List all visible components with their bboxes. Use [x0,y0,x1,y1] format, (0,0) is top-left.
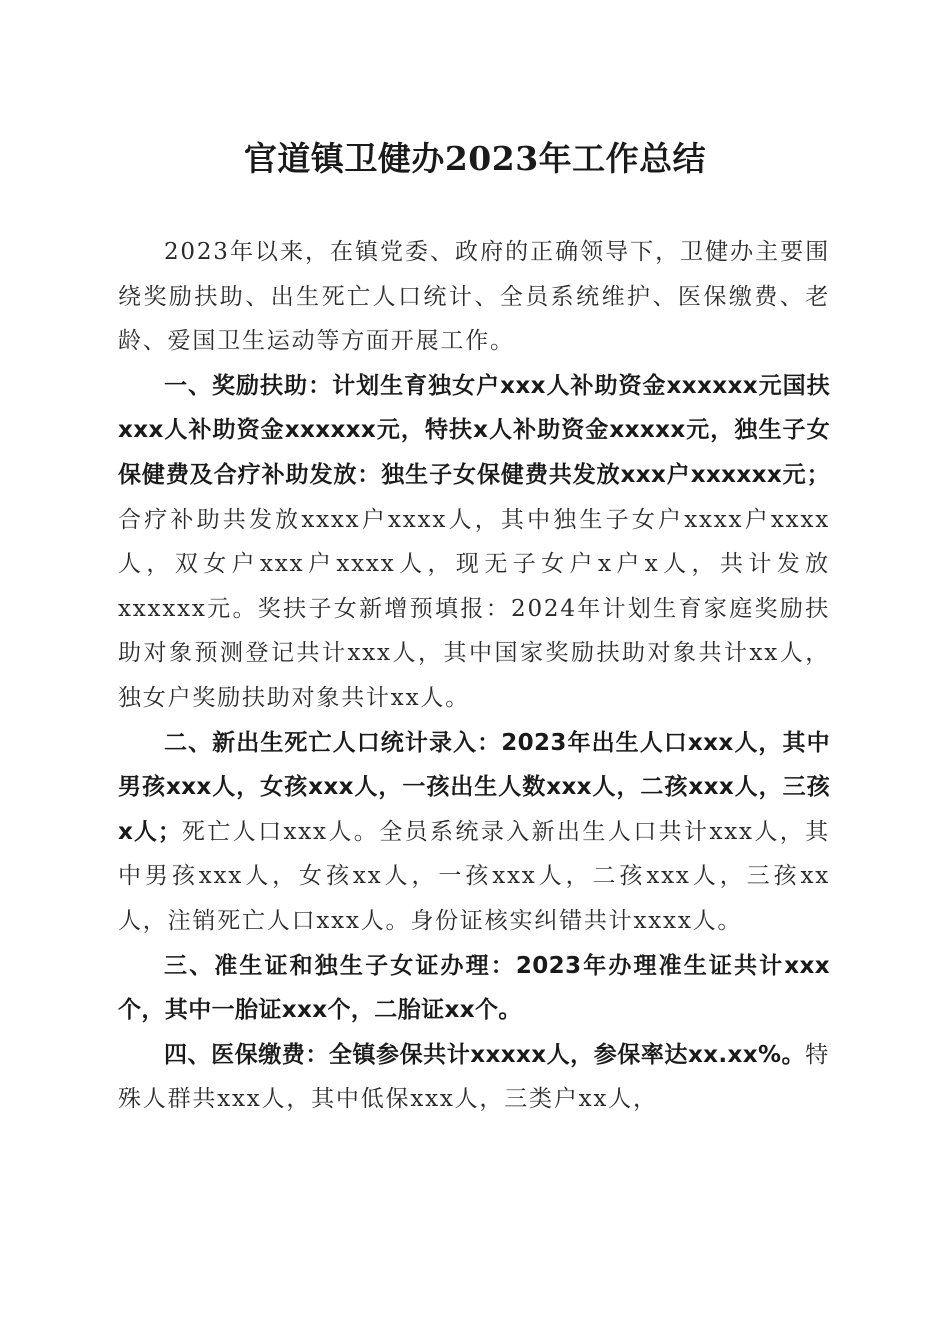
paragraph-intro [118,230,830,364]
section-heading: 二、新出生死亡人口统计录入：2023年出生人口xxx人，其中男孩xxx人，女孩xxx人，一孩出生人数xxx人，二孩xxx人，三孩x人； [118,729,830,845]
paragraph-section-1 [118,364,830,721]
section-heading: 四、医保缴费：全镇参保共计xxxxx人，参保率达xx.xx%。 [164,1041,806,1068]
paragraph-text: 死亡人口xxx人。全员系统录入新出生人口共计xxx人，其中男孩xxx人，女孩xx人，一孩xxx人，二孩xxx人，三孩xx人，注销死亡人口xxx人。身份证核实纠错共计xxxx人。 [118,818,830,934]
paragraph-section-3 [118,944,830,1033]
section-heading: 三、准生证和独生子女证办理：2023年办理准生证共计xxx个，其中一胎证xxx个，二胎证xx个。 [118,952,830,1024]
paragraph-section-4 [118,1033,830,1122]
paragraph-text: 2023年以来，在镇党委、政府的正确领导下，卫健办主要围绕奖励扶助、出生死亡人口统计、全员系统维护、医保缴费、老龄、爱国卫生运动等方面开展工作。 [118,239,830,355]
document-title: 官道镇卫健办2023年工作总结 [243,139,707,178]
paragraph-section-2 [118,721,830,944]
paragraph-text: 合疗补助共发放xxxx户xxxx人，其中独生子女户xxxx户xxxx人，双女户xxx户xxxx人，现无子女户x户x人，共计发放xxxxxx元。奖扶子女新增预填报：2024年计划生育家庭奖励扶助对象预测登记共计xxx人，其中国家奖励扶助对象共计xx人，独女户奖励扶助对象共计xx人。 [118,506,830,711]
paragraph-text: 特殊人群共xxx人，其中低保xxx人，三类户xx人， [118,1041,830,1113]
document-body [118,230,830,1122]
section-heading: 一、奖励扶助：计划生育独女户xxx人补助资金xxxxxx元国扶xxx人补助资金xxxxxx元，特扶x人补助资金xxxxx元，独生子女保健费及合疗补助发放：独生子女保健费共发放xxx户xxxxxx元； [118,372,830,488]
